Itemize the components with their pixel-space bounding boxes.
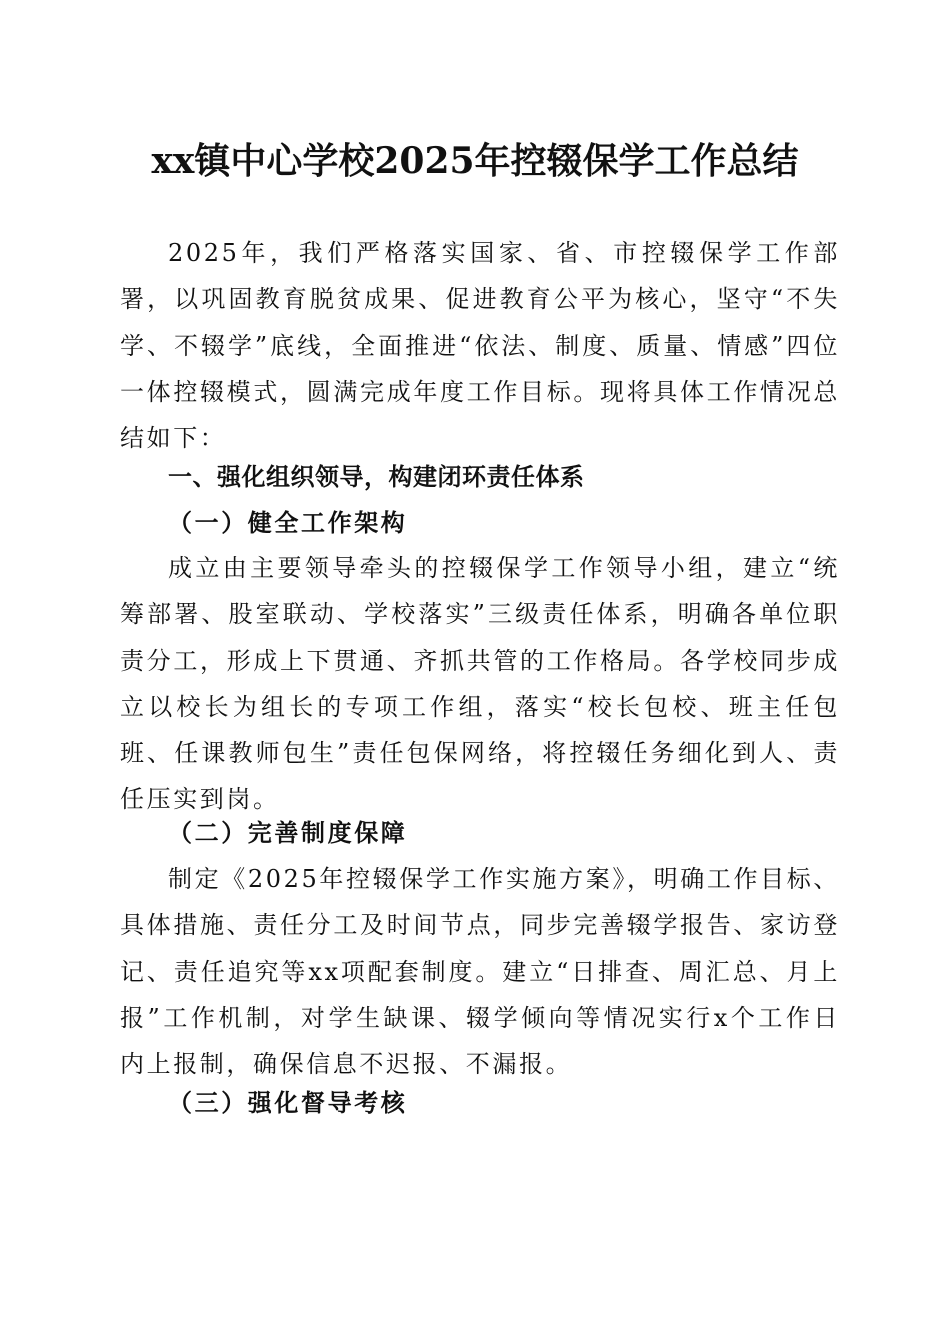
subsection-paragraph-1: 成立由主要领导牵头的控辍保学工作领导小组，建立“统筹部署、股室联动、学校落实”三级责任体系，明确各单位职责分工，形成上下贯通、齐抓共管的工作格局。各学校同步成立以校长为组长的专项工作组，落实“校长包校、班主任包班、任课教师包生”责任包保网络，将控辍任务细化到人、责任压实到岗。: [120, 554, 840, 814]
intro-paragraph: 2025年，我们严格落实国家、省、市控辍保学工作部署，以巩固教育脱贫成果、促进教育公平为核心，坚守“不失学、不辍学”底线，全面推进“依法、制度、质量、情感”四位一体控辍模式，圆满完成年度工作目标。现将具体工作情况总结如下：: [120, 239, 840, 453]
subsection-heading-3: （三）强化督导考核: [168, 1088, 408, 1117]
section-heading-1: 一、强化组织领导，构建闭环责任体系: [168, 463, 585, 491]
document-title: xx镇中心学校2025年控辍保学工作总结: [151, 140, 799, 182]
subsection-heading-2: （二）完善制度保障: [168, 818, 408, 847]
subsection-heading-1: （一）健全工作架构: [168, 508, 408, 537]
subsection-paragraph-2: 制定《2025年控辍保学工作实施方案》，明确工作目标、具体措施、责任分工及时间节点，同步完善辍学报告、家访登记、责任追究等xx项配套制度。建立“日排查、周汇总、月上报”工作机制，对学生缺课、辍学倾向等情况实行x个工作日内上报制，确保信息不迟报、不漏报。: [120, 865, 840, 1079]
